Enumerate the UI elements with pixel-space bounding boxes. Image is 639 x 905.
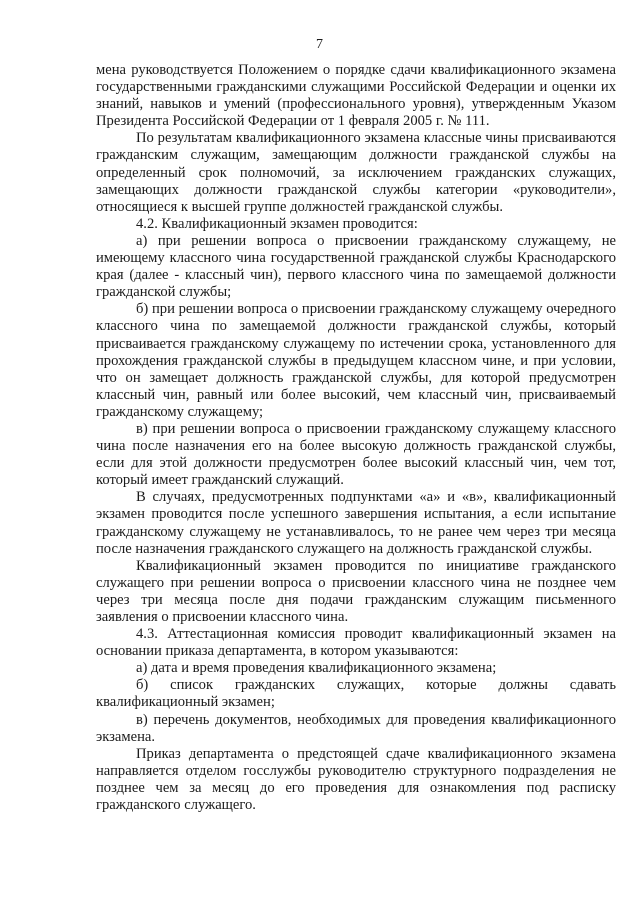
paragraph-continuation: мена руководствуется Положением о порядке сдачи квалификационного экзамена государственными гражданскими служащими Российской Федерации и оценки их знаний, навыков и умений (профессионального уровня), утвержденным Указом Президента Российской Федерации от 1 февраля 2005 г. № 111. xyxy=(96,62,616,130)
order-item-b: б) список гражданских служащих, которые должны сдавать квалификационный экзамен; xyxy=(96,677,616,711)
order-item-v: в) перечень документов, необходимых для проведения квалификационного экзамена. xyxy=(96,711,616,745)
list-item-b: б) при решении вопроса о присвоении гражданскому служащему очередного классного чина по замещаемой должности гражданской службы, который присваивается гражданскому служащему по истечении срока, установленного для прохождения гражданской службы в предыдущем классном чине, и при условии, что он замещает должность гражданской службы, для которой предусмотрен классный чин, равный или более высокий, чем классный чин, присваиваемый гражданскому служащему; xyxy=(96,301,616,420)
section-heading-4-3: 4.3. Аттестационная комиссия проводит квалификационный экзамен на основании приказа департамента, в котором указываются: xyxy=(96,626,616,660)
section-heading-4-2: 4.2. Квалификационный экзамен проводится: xyxy=(136,215,418,232)
order-item-a: а) дата и время проведения квалификационного экзамена; xyxy=(136,660,497,677)
paragraph-order-delivery: Приказ департамента о предстоящей сдаче квалификационного экзамена направляется отделом госслужбы руководителю структурного подразделения не позднее чем за месяц до его проведения для ознакомления под расписку гражданского служащего. xyxy=(96,745,616,814)
list-item-v: в) при решении вопроса о присвоении гражданскому служащему классного чина после назначения его на более высокую должность гражданской службы, если для этой должности предусмотрен более высокий классный чин, чем тот, который имеет гражданский служащий. xyxy=(96,420,616,489)
paragraph-initiative: Квалификационный экзамен проводится по инициативе гражданского служащего при решении вопроса о присвоении классного чина не позднее чем через три месяца после дня подачи гражданским служащим письменного заявления о присвоении классного чина. xyxy=(96,557,616,625)
document-body xyxy=(96,62,616,814)
paragraph-exam-results: По результатам квалификационного экзамена классные чины присваиваются гражданским служащим, замещающим должности гражданской службы на определенный срок полномочий, за исключением гражданских служащих, замещающих должности гражданской службы категории «руководители», относящиеся к высшей группе должностей гражданской службы. xyxy=(96,130,616,215)
list-item-a: а) при решении вопроса о присвоении гражданскому служащему, не имеющему классного чина государственной гражданской службы Краснодарского края (далее - классный чин), первого классного чина по замещаемой должности гражданской службы; xyxy=(96,232,616,301)
page-number: 7 xyxy=(316,37,323,52)
paragraph-cases: В случаях, предусмотренных подпунктами «а» и «в», квалификационный экзамен проводится после успешного завершения испытания, а если испытание гражданскому служащему не устанавливалось, то не ранее чем через три месяца после назначения гражданского служащего на должность гражданской службы. xyxy=(96,489,616,557)
